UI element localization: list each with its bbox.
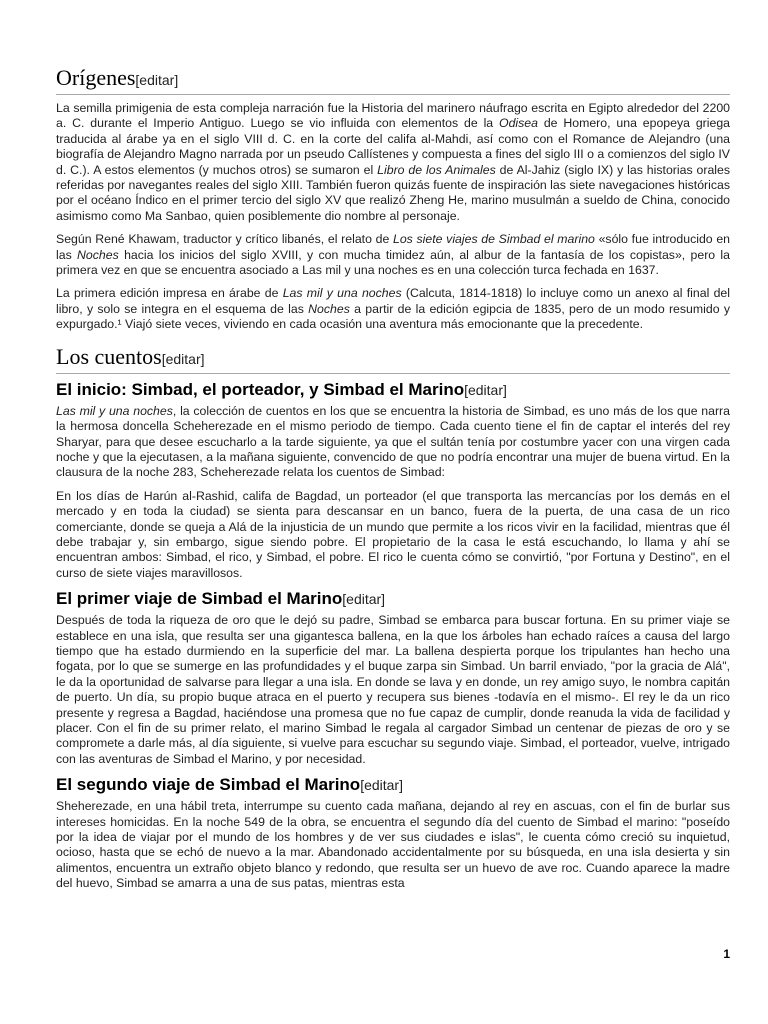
section-title: Orígenes (56, 65, 136, 90)
subsection-heading (56, 775, 730, 795)
subsection-title: El segundo viaje de Simbad el Marino (56, 775, 361, 795)
subsection-title: El primer viaje de Simbad el Marino (56, 589, 343, 609)
subsection-primer-viaje (56, 589, 730, 767)
paragraph: La primera edición impresa en árabe de Las mil y una noches (Calcuta, 1814-1818) lo incluye como un anexo al final del libro, y solo se integra en el esquema de las Noches a partir de la edición egipcia de 1835, pero de un modo resumido y expurgado.¹ Viajó siete veces, viviendo en cada ocasión una aventura más emocionante que la precedente. (56, 286, 730, 332)
subsection-segundo-viaje (56, 775, 730, 891)
paragraph: Las mil y una noches, la colección de cuentos en los que se encuentra la historia de Simbad, es uno más de los que narra la hermosa doncella Scheherezade en el mismo periodo de tiempo. Cada cuento tiene el fin de captar el interés del rey Sharyar, para que desee escucharlo a la tarde siguiente, ya que el sultán tenía por costumbre yacer con una virgen cada noche y que la ejecutasen, a la mañana siguiente, convencido de que no podría encontrar una mujer de buena virtud. En la clausura de la noche 283, Scheherezade relata los cuentos de Simbad: (56, 403, 730, 480)
subsection-inicio (56, 380, 730, 581)
page-number: 1 (723, 947, 730, 961)
section-heading (56, 345, 730, 374)
paragraph: En los días de Harún al-Rashid, califa de Bagdad, un porteador (el que transporta las mercancías por los demás en el mercado y en toda la ciudad) se sienta para descansar en un banco, fuera de la puerta, de una casa de un rico comerciante, donde se queja a Alá de la injusticia de un mundo que permite a los ricos vivir en la facilidad, mientras que él debe trabajar y, sin embargo, sigue siendo pobre. El propietario de la casa le está escuchando, lo llama y ahí se encuentran ambos: Simbad, el rico, y Simbad, el pobre. El rico le cuenta cómo se convirtió, "por Fortuna y Destino", en el curso de siete viajes maravillosos. (56, 488, 730, 580)
subsection-heading (56, 589, 730, 609)
edit-link[interactable]: [editar] (360, 777, 403, 794)
edit-link[interactable]: [editar] (161, 350, 205, 367)
section-title: Los cuentos (56, 343, 162, 369)
section-heading (56, 66, 730, 95)
section-origenes (56, 66, 730, 333)
paragraph: Según René Khawam, traductor y crítico libanés, el relato de Los siete viajes de Simbad el marino «sólo fue introducido en las Noches hacia los inicios del siglo XVIII, y con mucha timidez aún, al albur de la fantasía de los copistas», pero la primera vez en que se encuentra asociado a Las mil y una noches es en una colección turca fechada en 1637. (56, 232, 731, 278)
paragraph: Después de toda la riqueza de oro que le dejó su padre, Simbad se embarca para buscar fortuna. En su primer viaje se establece en una isla, que resulta ser una gigantesca ballena, en la que los árboles han echado raíces a causa del largo tiempo que ha estado durmiendo en la superficie del mar. La ballena despierta porque los tripulantes han hecho una fogata, por lo que se sumerge en las profundidades y el buque zarpa sin Simbad. Un barril enviado, "por la gracia de Alá", le da la oportunidad de salvarse para llegar a una isla. En donde se lava y en donde, un rey amigo suyo, le nombra capitán de puerto. Un día, su propio buque atraca en el puerto y recupera sus bienes -todavía en el mismo-. El rey le da un rico presente y regresa a Bagdad, haciéndose una promesa que no fue capaz de cumplir, donde reanuda la vida de facilidad y placer. Con el fin de su primer relato, el marino Simbad le regala al cargador Simbad un centenar de piezas de oro y se compromete a darle más, al día siguiente, si vuelve para escuchar su segundo viaje. Simbad, el porteador, vuelve, intrigado con las aventuras de Simbad el Marino, y por necesidad. (56, 613, 730, 766)
paragraph: La semilla primigenia de esta compleja narración fue la Historia del marinero náufrago escrita en Egipto alrededor del 2200 a. C. durante el Imperio Antiguo. Luego se vio influida con elementos de la Odisea de Homero, una epopeya griega traducida al árabe ya en el siglo VIII d. C. en la corte del califa al-Mahdi, así como con el Romance de Alejandro (una biografía de Alejandro Magno narrada por un pseudo Callístenes y compuesta a fines del siglo III o a comienzos del siglo IV d. C.). A estos elementos (y muchos otros) se sumaron el Libro de los Animales de Al-Jahiz (siglo IX) y las historias orales referidas por navegantes reales del siglo XIII. También fueron quizás fuente de inspiración las siete navegaciones históricas por el océano Índico en el primer tercio del siglo XV que realizó Zheng He, marino musulmán a sueldo de China, conocido asimismo como Ma Sanbao, quien posiblemente dio nombre al personaje. (56, 101, 730, 223)
subsection-title: El inicio: Simbad, el porteador, y Simbad el Marino (56, 379, 465, 399)
edit-link[interactable]: [editar] (135, 72, 179, 88)
section-cuentos (56, 345, 730, 374)
paragraph: Sheherezade, en una hábil treta, interrumpe su cuento cada mañana, dejando al rey en ascuas, con el fin de burlar sus intereses homicidas. En la noche 549 de la obra, se encuentra el segundo día del cuento de Simbad el marino: "poseído por la idea de viajar por el mundo de los hombres y de ver sus ciudades e islas", le cuenta cómo creció su inquietud, ocioso, hasta que se echó de nuevo a la mar. Abandonado accidentalmente por su búsqueda, en una isla desierta y sin alimentos, encuentra un extraño objeto blanco y redondo, que resulta ser un huevo de ave roc. Cuando aparece la madre del huevo, Simbad se amarra a una de sus patas, mientras esta (56, 799, 730, 891)
edit-link[interactable]: [editar] (464, 381, 507, 398)
edit-link[interactable]: [editar] (342, 591, 386, 608)
document-page (56, 66, 730, 900)
subsection-heading (56, 380, 730, 400)
